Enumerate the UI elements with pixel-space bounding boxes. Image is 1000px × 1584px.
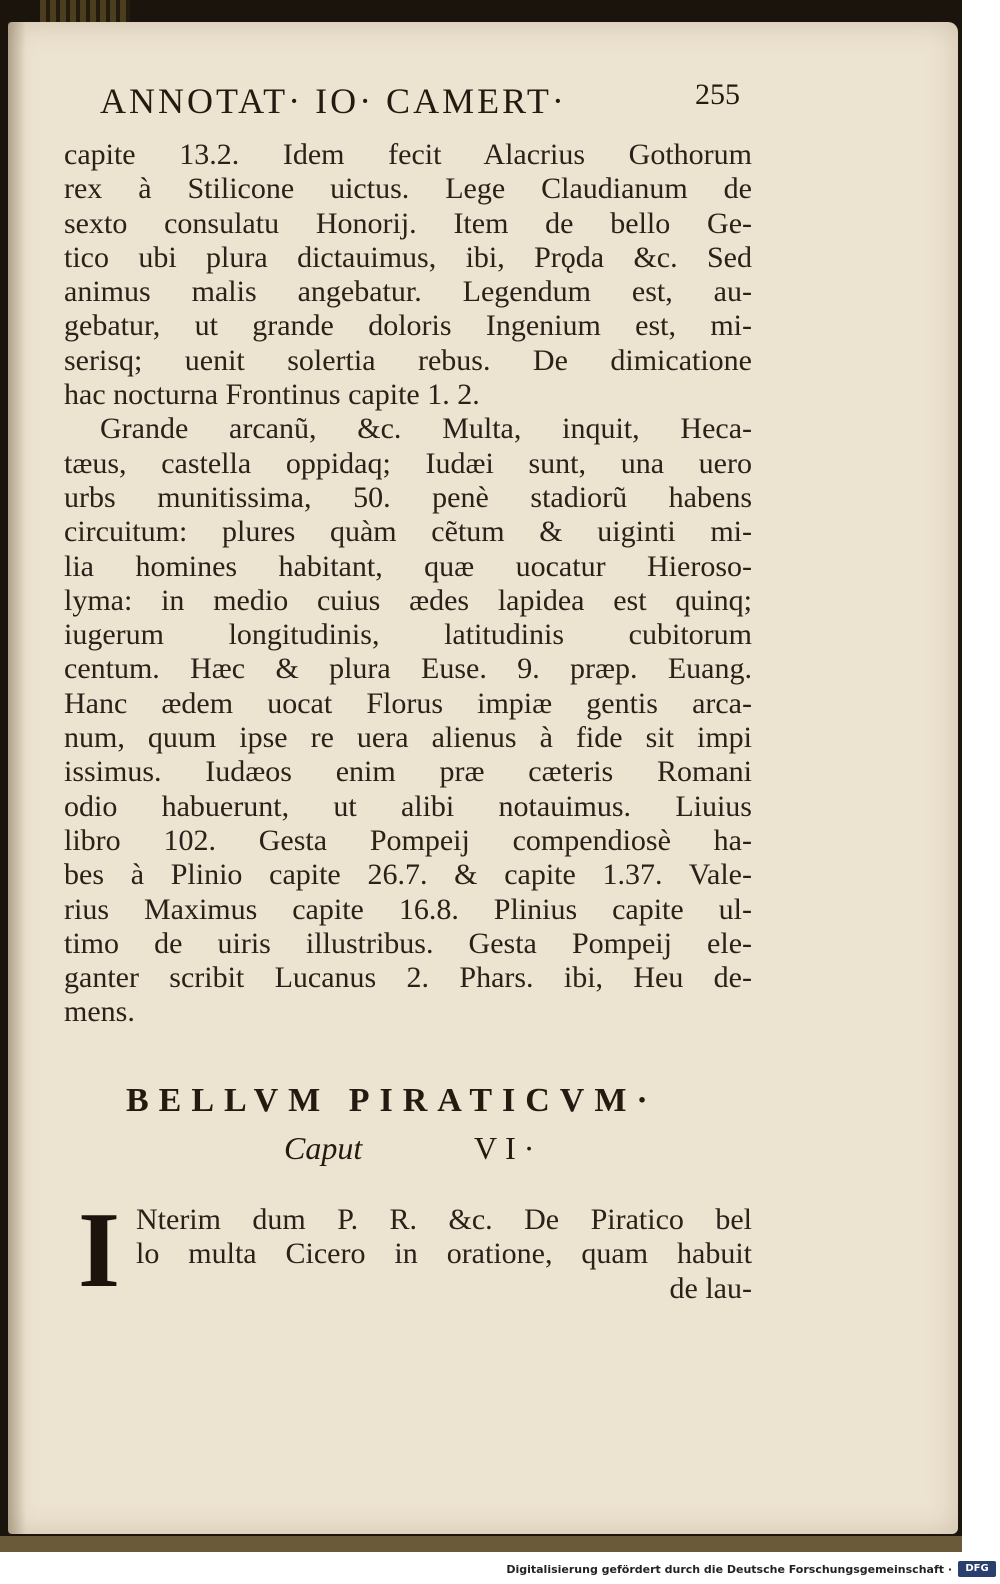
text-line: animus malis angebatur. Legendum est, au-	[64, 275, 752, 309]
page-bottom-edge	[0, 1536, 962, 1552]
text-line: serisq; uenit solertia rebus. De dimicatione	[64, 343, 752, 377]
drop-cap: I	[78, 1191, 121, 1310]
page-number: 255	[695, 78, 740, 111]
running-head-title: ANNOTAT· IO· CAMERT·	[100, 81, 567, 121]
text-line: Nterim dum P. R. &c. De Piratico bel	[136, 1203, 752, 1236]
text-line: issimus. Iudæos enim præ cæteris Romani	[64, 755, 752, 789]
text-line: timo de uiris illustribus. Gesta Pompeij ele-	[64, 926, 752, 960]
text-line: Hanc ædem uocat Florus impiæ gentis arca-	[64, 686, 752, 720]
text-line: de lau-	[669, 1271, 752, 1305]
text-line: lyma: in medio cuius ædes lapidea est quinq;	[64, 583, 752, 617]
chapter-text	[136, 1203, 752, 1306]
text-line: mens.	[64, 995, 135, 1029]
text-line: bes à Plinio capite 26.7. & capite 1.37. Vale-	[64, 858, 752, 892]
text-line: tæus, castella oppidaq; Iudæi sunt, una uero	[64, 446, 752, 480]
section-subtitle	[284, 1130, 584, 1167]
text-line: gebatur, ut grande doloris Ingenium est, mi-	[64, 309, 752, 343]
text-line: urbs munitissima, 50. penè stadiorũ habens	[64, 480, 752, 514]
section-title: BELLVM PIRATICVM·	[126, 1082, 658, 1119]
running-head	[100, 80, 740, 130]
text-line: num, quum ipse re uera alienus à fide sit impi	[64, 721, 752, 755]
text-line: iugerum longitudinis, latitudinis cubitorum	[64, 618, 752, 652]
caput-label: Caput	[284, 1130, 363, 1166]
binding-edge	[40, 0, 130, 22]
text-line: hac nocturna Frontinus capite 1. 2.	[64, 378, 480, 412]
text-line: ganter scribit Lucanus 2. Phars. ibi, Heu de-	[64, 961, 752, 995]
text-line: capite 13.2. Idem fecit Alacrius Gothorum	[64, 138, 752, 171]
caput-number: VI·	[474, 1130, 543, 1166]
annotation-text	[64, 138, 752, 1030]
text-line: rex à Stilicone uictus. Lege Claudianum de	[64, 172, 752, 206]
digitization-credit: Digitalisierung gefördert durch die Deutsche Forschungsgemeinschaft ·	[506, 1563, 952, 1576]
text-line: centum. Hæc & plura Euse. 9. præp. Euang.	[64, 652, 752, 686]
text-line: circuitum: plures quàm cẽtum & uiginti mi-	[64, 515, 752, 549]
text-line: libro 102. Gesta Pompeij compendiosè ha-	[64, 823, 752, 857]
text-line: sexto consulatu Honorij. Item de bello Ge-	[64, 206, 752, 240]
text-line: Grande arcanũ, &c. Multa, inquit, Heca-	[100, 412, 752, 446]
text-line: lia homines habitant, quæ uocatur Hieroso-	[64, 549, 752, 583]
text-line: odio habuerunt, ut alibi notauimus. Liuius	[64, 789, 752, 823]
text-line: rius Maximus capite 16.8. Plinius capite ul-	[64, 892, 752, 926]
dfg-logo: DFG	[958, 1561, 996, 1577]
text-line: lo multa Cicero in oratione, quam habuit	[136, 1237, 752, 1271]
text-line: tico ubi plura dictauimus, ibi, Prǫda &c. Sed	[64, 240, 752, 274]
